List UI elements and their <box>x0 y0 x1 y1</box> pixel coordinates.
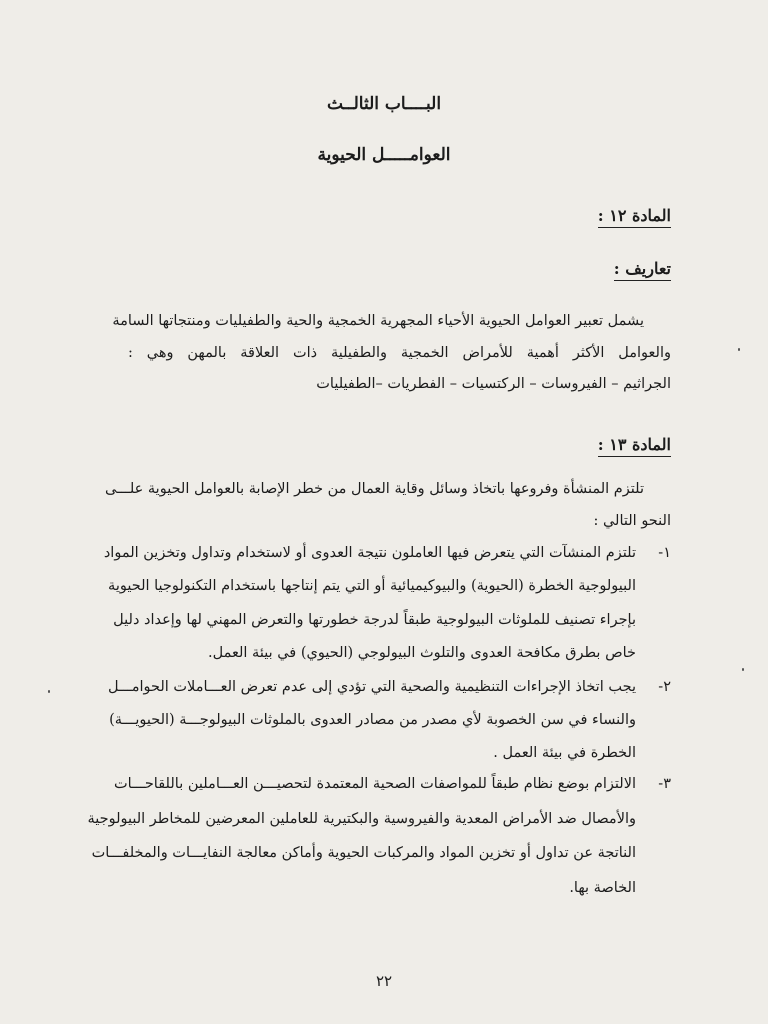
chapter-heading: البــــاب الثالــث <box>326 94 442 114</box>
paragraph-line: يشمل تعبير العوامل الحيوية الأحياء المجهرية الخمجية والحية والطفيليات ومنتجاتها السامة <box>112 313 644 329</box>
paragraph-line: تلتزم المنشأة وفروعها باتخاذ وسائل وقاية العمال من خطر الإصابة بالعوامل الحيوية علـــى <box>105 481 644 497</box>
paragraph-line: والعوامل الأكثر أهمية للأمراض الخمجية والطفيلية ذات العلاقة بالمهن وهي : <box>128 345 671 361</box>
list-item-line: الناتجة عن تداول أو تخزين المواد والمركبات الحيوية وأماكن معالجة النفايـــات والمخلفـــات <box>91 845 636 861</box>
item-number: ٢- <box>658 679 671 695</box>
definitions-heading: تعاريف : <box>614 259 671 281</box>
list-item-line: البيولوجية الخطرة (الحيوية) والبيوكيميائية أو التي يتم إنتاجها باستخدام التكنولوجيا الحيوية <box>108 578 636 594</box>
article-12-heading: المادة ١٢ : <box>598 206 671 228</box>
paragraph-line: النحو التالي : <box>593 513 671 529</box>
article-13-heading: المادة ١٣ : <box>598 435 671 457</box>
list-item-line: الخطرة في بيئة العمل . <box>493 745 636 761</box>
scan-speck <box>742 668 744 671</box>
paragraph-line: الجراثيم – الفيروسات – الركتسيات – الفطريات –الطفيليات <box>316 376 671 392</box>
list-item-line: خاص بطرق مكافحة العدوى والتلوث البيولوجي (الحيوي) في بيئة العمل. <box>208 645 636 661</box>
list-item-line: والأمصال ضد الأمراض المعدية والفيروسية والبكتيرية للعاملين المعرضين للمخاطر البيولوجية <box>87 811 636 827</box>
item-number: ٣- <box>658 776 671 792</box>
scan-speck <box>48 690 50 693</box>
item-number: ١- <box>658 545 671 561</box>
page-number: ٢٢ <box>375 972 393 990</box>
list-item-line: يجب اتخاذ الإجراءات التنظيمية والصحية التي تؤدي إلى عدم تعرض العـــاملات الحوامـــل <box>107 679 636 695</box>
list-item-line: بإجراء تصنيف للملوثات البيولوجية طبقاً لدرجة خطورتها والتعرض المهني لها وإعداد دليل <box>113 612 636 628</box>
scan-speck <box>738 348 740 351</box>
list-item-line: الالتزام بوضع نظام طبقاً للمواصفات الصحية المعتمدة لتحصيـــن العـــاملين باللقاحـــات <box>114 776 636 792</box>
list-item-line: تلتزم المنشآت التي يتعرض فيها العاملون نتيجة العدوى أو لاستخدام وتداول وتخزين المواد <box>103 545 636 561</box>
list-item-line: الخاصة بها. <box>569 880 636 896</box>
list-item-line: والنساء في سن الخصوبة لأي مصدر من مصادر العدوى بالملوثات البيولوجـــة (الحيويـــة) <box>109 712 636 728</box>
chapter-title: العوامـــــل الحيوية <box>317 145 451 165</box>
